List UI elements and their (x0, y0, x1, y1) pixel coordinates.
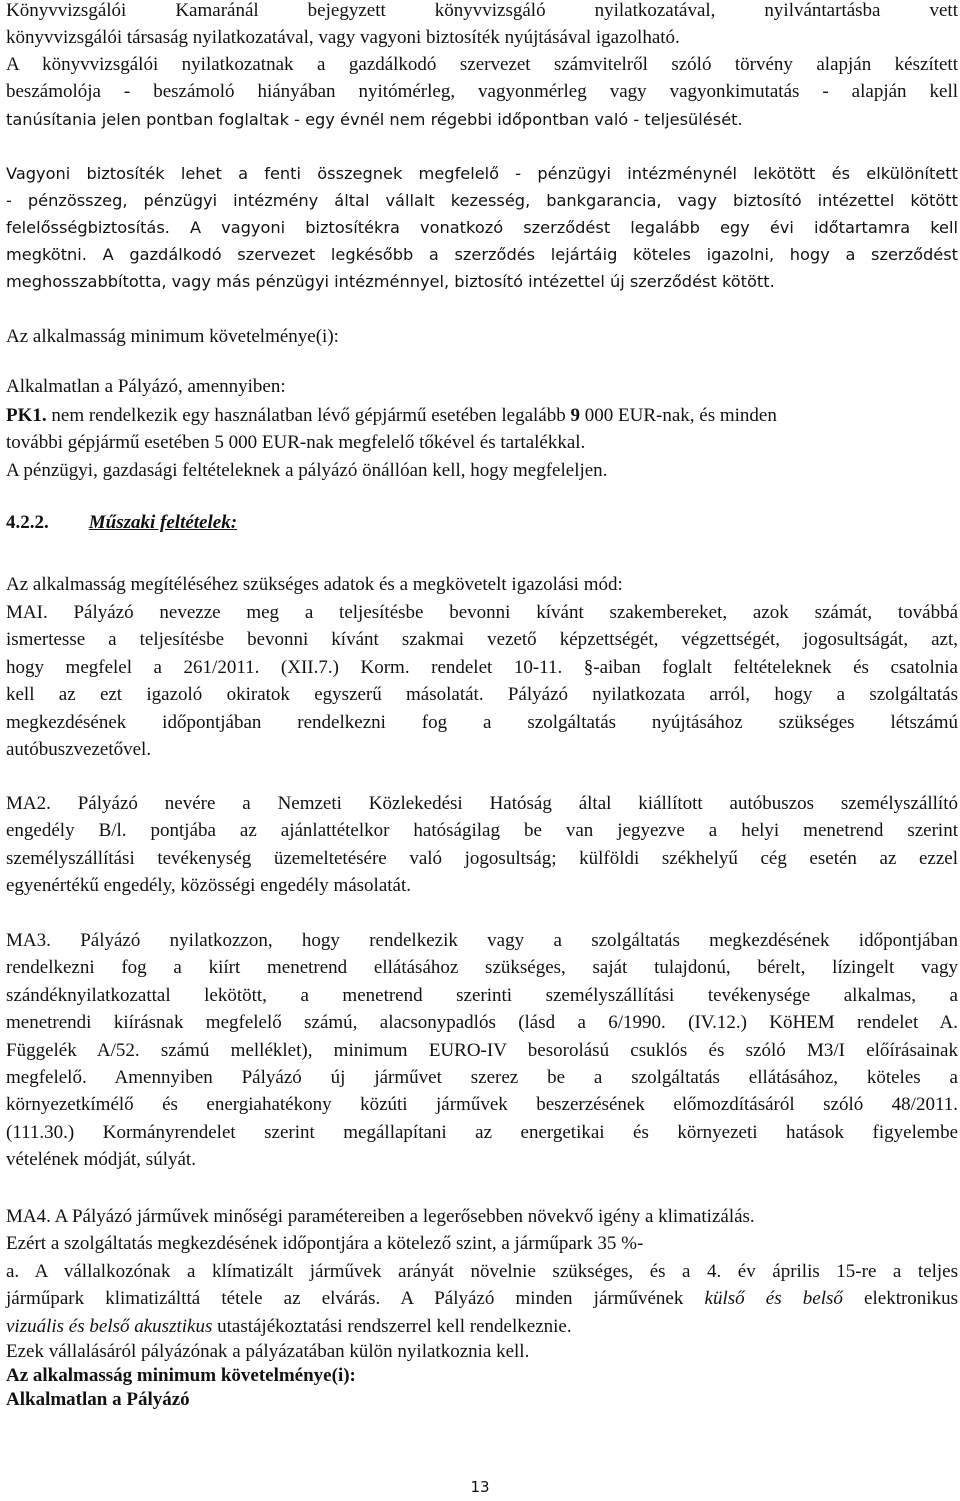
italic-text: külső és belső (704, 1288, 843, 1310)
text-line: meghosszabbította, vagy más pénzügyi intézménnyel, biztosító intézettel új szerződést kötött. (6, 272, 775, 291)
section-title: Műszaki feltételek: (88, 512, 238, 533)
text-line: Ezért a szolgáltatás megkezdésének időpontjára a kötelező szint, a járműpark 35 %- (6, 1233, 644, 1255)
requirement-heading: Az alkalmasság minimum követelménye(i): (6, 326, 339, 347)
text-line: vételének módját, súlyát. (6, 1149, 196, 1171)
section-heading (6, 509, 958, 536)
text-line: felelősségbiztosítás. A vagyoni biztosítékra vonatkozó szerződést legalább egy évi időtartamra kell (6, 218, 958, 237)
pk1-label: PK1. (6, 405, 47, 426)
text-line: engedély B/l. pontjába az ajánlattételkor hatóságilag be van jegyezve a helyi menetrend szerint (6, 820, 958, 842)
text-span: utastájékoztatási rendszerrel kell rendelkeznie. (212, 1315, 572, 1337)
text-line: A pénzügyi, gazdasági feltételeknek a pályázó önállóan kell, hogy megfeleljen. (6, 459, 608, 481)
text-line: - pénzösszeg, pénzügyi intézmény által vállalt kezesség, bankgarancia, vagy biztosító intézettel kötött (6, 191, 958, 210)
paragraph-financial-guarantee (6, 160, 958, 295)
pk1-block (6, 402, 958, 484)
text-line (6, 1313, 958, 1340)
text-line (6, 1285, 958, 1312)
text-line: megkötni. A gazdálkodó szervezet legkésőbb a szerződés lejártáig köteles igazolni, hogy a szerződést (6, 245, 958, 264)
text-line: további gépjármű esetében 5 000 EUR-nak megfelelő tőkével és tartalékkal. (6, 432, 586, 454)
text-line: MAI. Pályázó nevezze meg a teljesítésbe bevonni kívánt szakembereket, azok számát, továbbá (6, 602, 958, 623)
text-span: járműpark klimatizálttá tétele az elvárás. A Pályázó minden járművének (6, 1288, 705, 1310)
paragraph-registration (6, 0, 958, 52)
text-line: személyszállítási tevékenység üzemeltetésére való jogosultság; külföldi székhelyű cég esetén az ezzel (6, 847, 958, 869)
text-line: Függelék A/52. számú melléklet), minimum EURO-IV besorolású csuklós és szóló M3/I előírásainak (6, 1039, 958, 1061)
text-line: autóbuszvezetővel. (6, 739, 152, 761)
text-line: rendelkezni fog a kiírt menetrend ellátásához szükséges, saját tulajdonú, bérelt, lízingelt vagy (6, 957, 958, 979)
pk1-text: nem rendelkezik egy használatban lévő gépjármű esetében legalább (46, 405, 571, 426)
text-line: MA2. Pályázó nevére a Nemzeti Közlekedési Hatóság által kiállított autóbuszos személyszállító (6, 793, 958, 814)
unfit-heading: Alkalmatlan a Pályázó, amennyiben: (6, 376, 286, 397)
pk1-line (6, 402, 958, 429)
italic-text: vizuális és belső akusztikus (6, 1315, 213, 1337)
paragraph-auditor-statement (6, 51, 958, 133)
ma-intro: Az alkalmasság megítéléséhez szükséges adatok és a megkövetelt igazolási mód: (6, 574, 623, 595)
text-line: MA4. A Pályázó járművek minőségi paramétereiben a legerősebben növekvő igény a klimatizálás. (6, 1206, 755, 1227)
bold-heading: Alkalmatlan a Pályázó (6, 1389, 190, 1411)
text-line: tanúsítania jelen pontban foglaltak - egy évnél nem régebbi időpontban való - teljesülését. (6, 109, 743, 129)
ma4-block (6, 1203, 958, 1412)
text-line: (111.30.) Kormányrendelet szerint megállapítani az energetikai és környezeti hatások figyelembe (6, 1121, 958, 1143)
ma2-block (6, 790, 958, 900)
mai-block (6, 599, 958, 763)
text-line: könyvvizsgálói társaság nyilatkozatával, vagy vagyoni biztosíték nyújtásával igazolható. (6, 27, 680, 49)
pk1-amount: 9 (570, 405, 580, 426)
text-line: egyenértékű engedély, közösségi engedély másolatát. (6, 875, 412, 897)
text-line: kell az ezt igazoló okiratok egyszerű másolatát. Pályázó nyilatkozata arról, hogy a szolgáltatás (6, 684, 958, 706)
text-line: menetrendi kiírásnak megfelelő számú, alacsonypadlós (lásd a 6/1990. (IV.12.) KöHEM rendelet A. (6, 1012, 958, 1034)
text-line: megfelelő. Amennyiben Pályázó új járművet szerez be a szolgáltatás ellátásához, köteles a (6, 1067, 958, 1089)
text-line: megkezdésének időpontjában rendelkezni fog a szolgáltatás nyújtásához szükséges létszámú (6, 711, 958, 733)
text-line: környezetkímélő és energiahatékony közúti járművek beszerzésének előmozdításáról szóló 48/2011. (6, 1094, 958, 1116)
text-span: elektronikus (842, 1288, 958, 1310)
ma3-block (6, 927, 958, 1174)
page-number: 13 (470, 1478, 490, 1496)
text-line: A könyvvizsgálói nyilatkozatnak a gazdálkodó szervezet számvitelről szóló törvény alapján készített (6, 54, 958, 75)
text-line: Ezek vállalásáról pályázónak a pályázatában külön nyilatkoznia kell. (6, 1341, 530, 1363)
text-line: Vagyoni biztosíték lehet a fenti összegnek megfelelő - pénzügyi intézménynél lekötött és elkülönített (6, 164, 958, 183)
text-line: ismertesse a teljesítésbe bevonni kívánt szakmai vezető képzettségét, végzettségét, jogosultságát, azt, (6, 629, 958, 651)
text-line: szándéknyilatkozattal lekötött, a menetrend szerinti személyszállítási tevékenysége alkalmas, a (6, 984, 958, 1006)
bold-heading: Az alkalmasság minimum követelménye(i): (6, 1365, 356, 1387)
text-line: MA3. Pályázó nyilatkozzon, hogy rendelkezik vagy a szolgáltatás megkezdésének időpontjában (6, 930, 958, 951)
text-line: hogy megfelel a 261/2011. (XII.7.) Korm. rendelet 10-11. §-aiban foglalt feltételeknek és csatolnia (6, 656, 958, 678)
pk1-text: 000 EUR-nak, és minden (580, 405, 777, 426)
text-line: a. A vállalkozónak a klímatizált járművek arányát növelnie szükséges, és a 4. év április 15-re a teljes (6, 1260, 958, 1282)
text-line: beszámolója - beszámoló hiányában nyitómérleg, vagyonmérleg vagy vagyonkimutatás - alapján kell (6, 81, 958, 103)
section-number: 4.2.2. (6, 512, 49, 533)
text-line: Könyvvizsgálói Kamaránál bejegyzett könyvvizsgáló nyilatkozatával, nyilvántartásba vett (6, 0, 958, 21)
